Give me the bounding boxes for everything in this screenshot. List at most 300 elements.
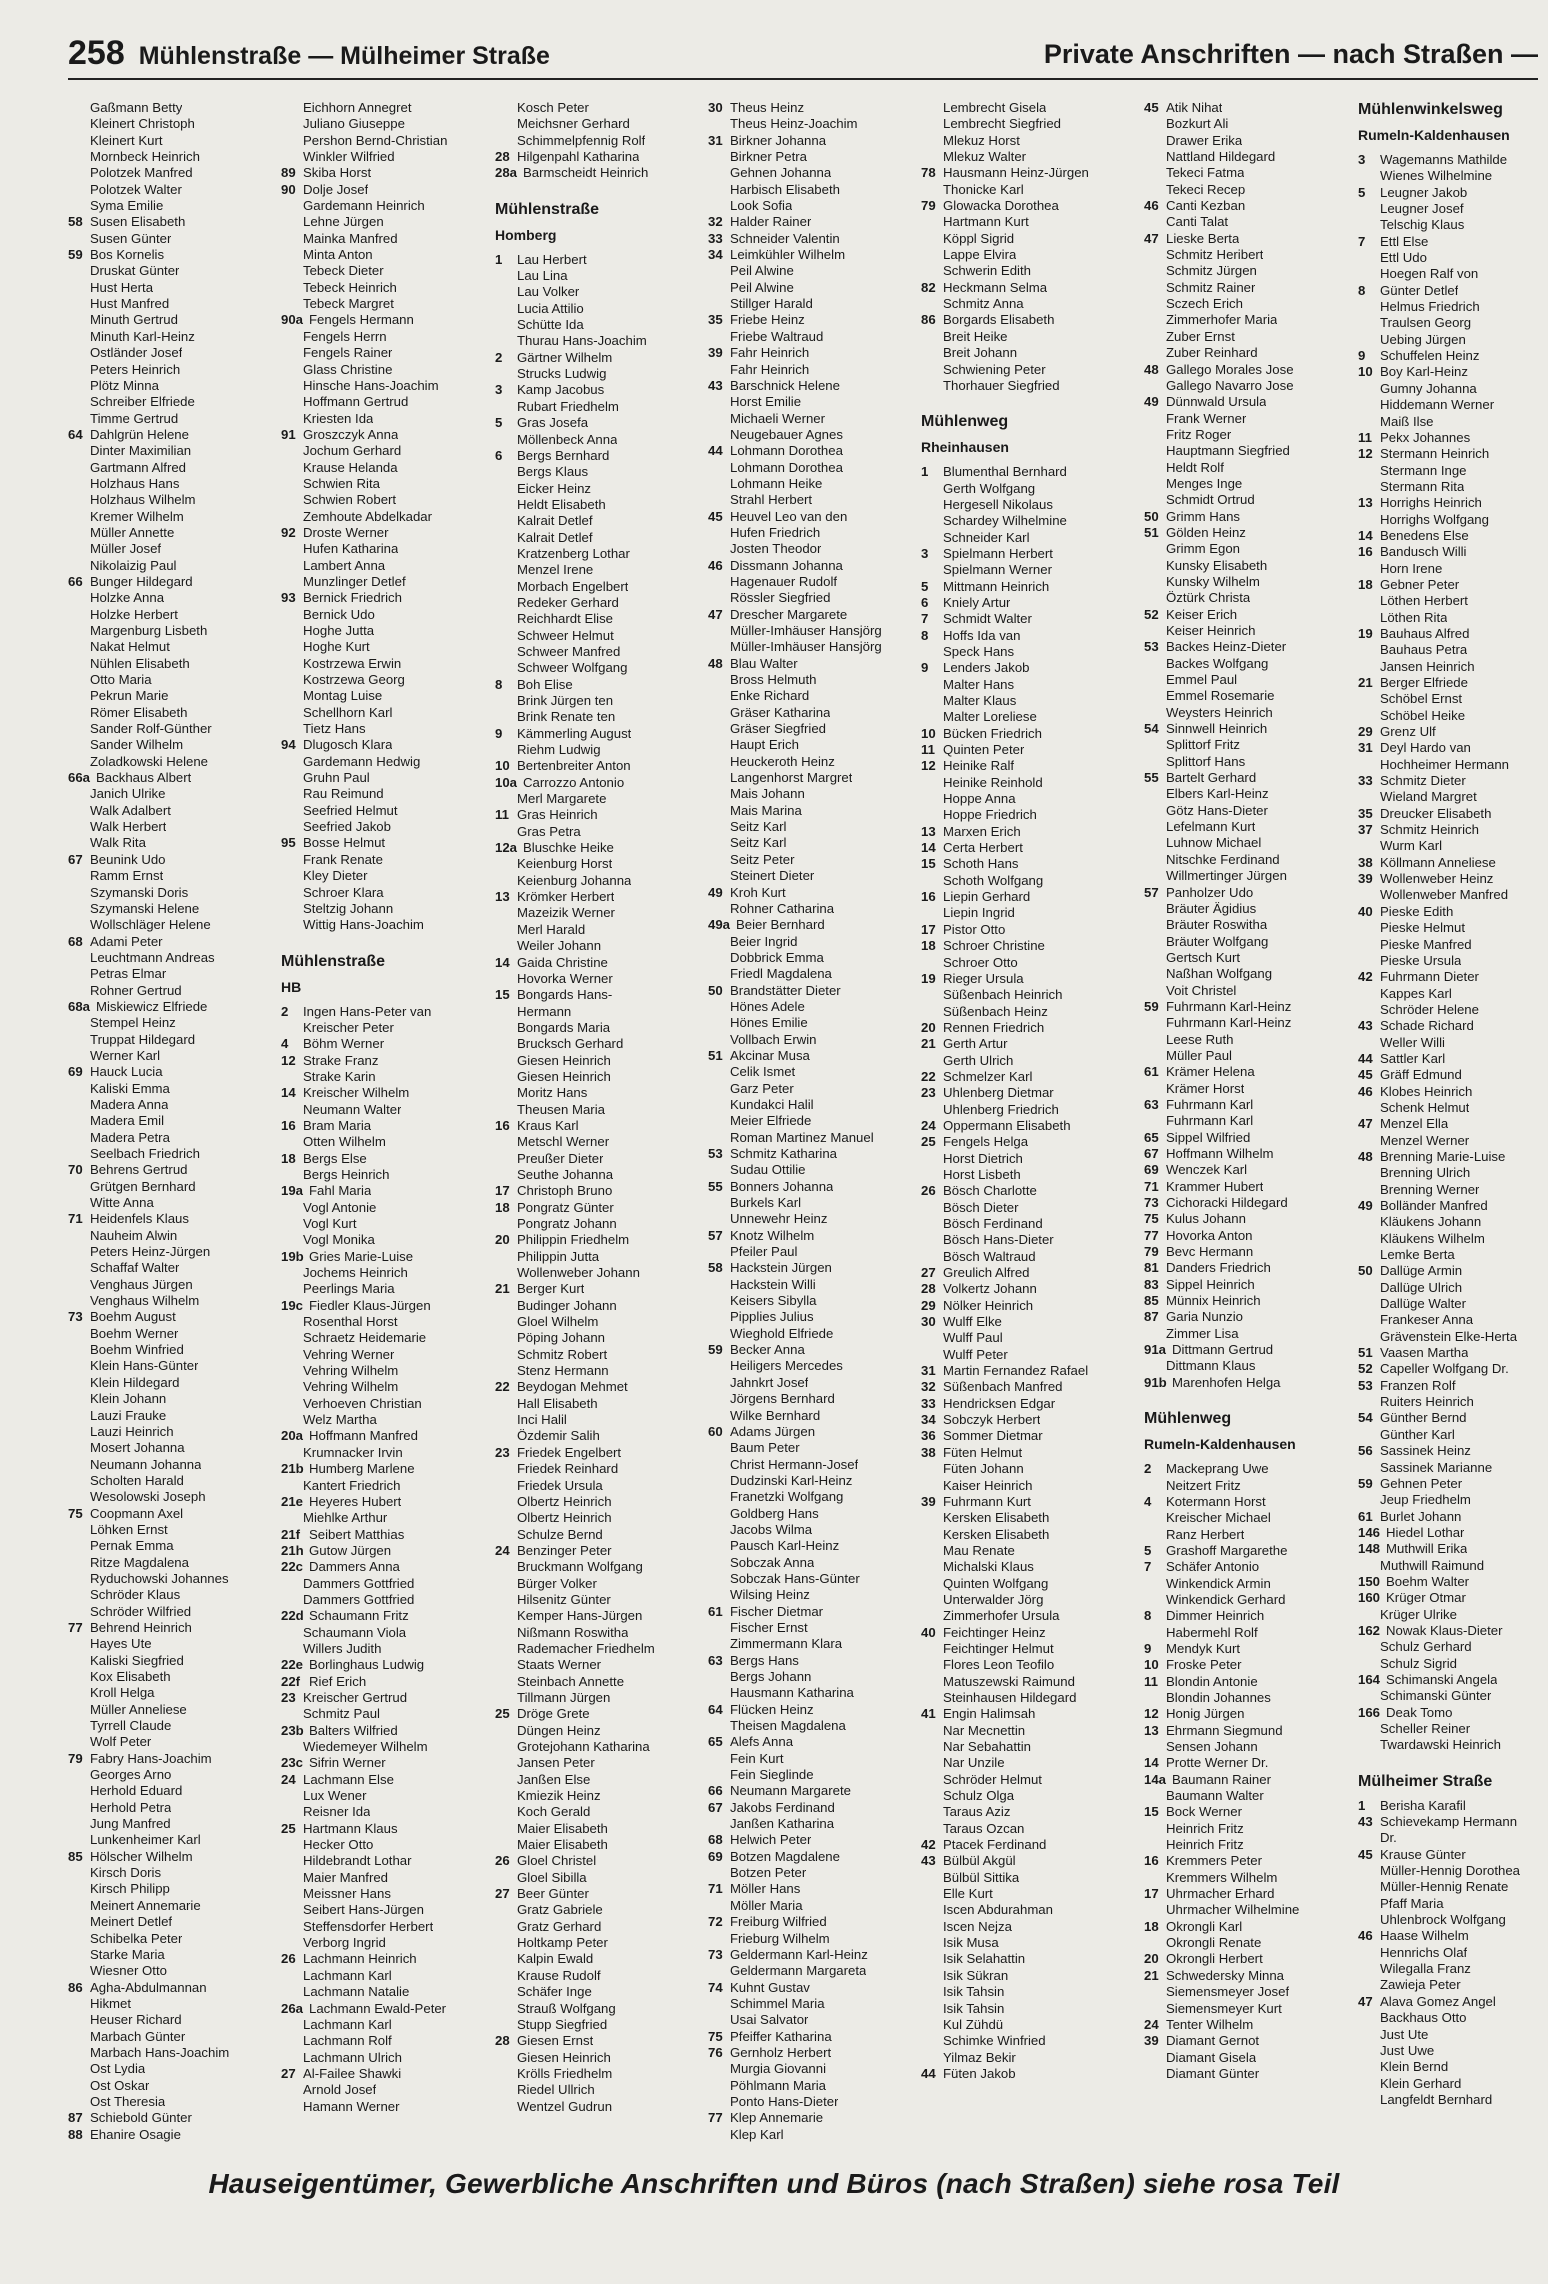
house-number: 49: [708, 884, 723, 900]
directory-entry: [921, 562, 1133, 578]
directory-entry: [921, 1968, 1133, 1984]
house-number: [708, 1162, 730, 1178]
resident-name: Okrongli Karl: [1166, 1918, 1243, 1934]
resident-name: Sommer Dietmar: [943, 1428, 1043, 1444]
directory-entry: [921, 971, 1133, 987]
resident-name: Krömker Herbert: [517, 889, 615, 905]
resident-name: Sassinek Heinz: [1380, 1443, 1471, 1459]
directory-entry: [1358, 1525, 1548, 1541]
house-number: [495, 628, 517, 644]
house-number: 14: [1358, 527, 1373, 543]
resident-name: Schmitz Katharina: [730, 1146, 838, 1161]
resident-name: Fahl Maria: [309, 1183, 372, 1199]
house-number: 18: [495, 1199, 510, 1215]
directory-entry: [921, 1363, 1133, 1379]
house-number: 71: [1144, 1178, 1159, 1194]
resident-name: Malter Loreliese: [943, 709, 1037, 725]
resident-name: Schimke Winfried: [943, 2033, 1046, 2049]
house-number: [495, 1020, 517, 1036]
directory-entry: [281, 198, 493, 214]
house-number: 21: [1358, 675, 1373, 690]
house-number: [708, 1489, 730, 1505]
resident-name: Birkner Petra: [730, 149, 807, 165]
house-number: [495, 1608, 517, 1624]
resident-name: Lachmann Rolf: [303, 2033, 392, 2049]
house-number: [1358, 1182, 1380, 1198]
resident-name: Nattland Hildegard: [1166, 149, 1276, 165]
resident-name: Lau Lina: [517, 268, 568, 284]
directory-entry: [708, 786, 920, 802]
directory-entry: [68, 1587, 280, 1603]
house-number: [281, 214, 303, 230]
resident-name: Timme Gertrud: [90, 410, 179, 426]
directory-entry: [921, 231, 1133, 247]
resident-name: Wieland Margret: [1380, 789, 1477, 805]
directory-entry: [281, 1935, 493, 1951]
resident-name: Münnix Heinrich: [1166, 1293, 1261, 1309]
directory-entry: [495, 987, 707, 1003]
house-number: [281, 901, 303, 917]
directory-entry: [921, 1118, 1133, 1134]
house-number: [708, 460, 730, 476]
house-number: [921, 1576, 943, 1592]
directory-entry: [1144, 1625, 1356, 1641]
directory-entry: [495, 546, 707, 562]
resident-name: Möller Hans: [730, 1881, 801, 1897]
district-heading: HB: [281, 978, 302, 995]
house-number: 44: [708, 443, 723, 459]
resident-name: Brink Jürgen ten: [517, 693, 614, 708]
house-number: 49a: [708, 917, 731, 933]
house-number: 67: [1144, 1146, 1159, 1161]
directory-entry: [68, 885, 280, 901]
directory-entry: [708, 1980, 920, 1996]
directory-entry: [68, 1538, 280, 1554]
house-number: 53: [1144, 639, 1159, 655]
house-number: 61: [708, 1603, 723, 1619]
directory-entry: [495, 1723, 707, 1739]
resident-name: Schmitz Anna: [943, 296, 1024, 312]
directory-entry: [68, 1130, 280, 1146]
house-number: [495, 2082, 517, 2098]
directory-entry: [68, 116, 280, 132]
house-number: 67: [708, 1799, 723, 1815]
directory-entry: [281, 1657, 493, 1673]
directory-entry: [708, 656, 920, 672]
directory-entry: [1144, 1804, 1356, 1820]
directory-entry: [921, 1494, 1133, 1510]
directory-entry: [708, 2012, 920, 2028]
directory-entry: [495, 1657, 707, 1673]
resident-name: Dittmann Klaus: [1166, 1358, 1256, 1374]
directory-entry: [495, 1281, 707, 1297]
house-number: [1144, 1935, 1166, 1951]
house-number: [1144, 411, 1166, 427]
resident-name: Nikolaizig Paul: [90, 557, 177, 573]
house-number: [281, 1330, 303, 1346]
house-number: [1144, 835, 1166, 851]
directory-entry: [495, 1902, 707, 1918]
resident-name: Winkendick Gerhard: [1166, 1591, 1286, 1607]
resident-name: Süßenbach Heinz: [943, 1003, 1048, 1019]
directory-entry: [281, 541, 493, 557]
house-number: [68, 1489, 90, 1505]
resident-name: Hölscher Wilhelm: [90, 1848, 193, 1864]
house-number: [708, 1293, 730, 1309]
directory-entry: [921, 889, 1133, 905]
house-number: [495, 2050, 517, 2066]
resident-name: Heidenfels Klaus: [90, 1211, 189, 1227]
house-number: [68, 1326, 90, 1342]
resident-name: Georges Arno: [90, 1767, 172, 1783]
resident-name: Balters Wilfried: [309, 1722, 398, 1738]
directory-entry: [68, 1980, 280, 1996]
house-number: [708, 1081, 730, 1097]
house-number: [281, 149, 303, 165]
directory-entry: [495, 758, 707, 774]
house-number: 57: [708, 1227, 723, 1243]
directory-entry: [495, 938, 707, 954]
directory-entry: [281, 1167, 493, 1183]
resident-name: Frieburg Wilhelm: [730, 1930, 830, 1946]
directory-entry: [708, 1783, 920, 1799]
directory-entry: [495, 840, 707, 856]
house-number: 43: [708, 377, 723, 393]
house-number: [495, 1134, 517, 1150]
directory-entry: [1144, 885, 1356, 901]
house-number: [68, 1113, 90, 1129]
directory-entry: [921, 1755, 1133, 1771]
resident-name: Miskiewicz Elfriede: [96, 998, 208, 1014]
resident-name: Nühlen Elisabeth: [90, 655, 190, 671]
resident-name: Kirsch Doris: [90, 1865, 162, 1881]
directory-entry: [495, 165, 707, 181]
directory-entry: [921, 938, 1133, 954]
house-number: [281, 656, 303, 672]
house-number: 45: [1358, 1067, 1373, 1083]
directory-entry: [495, 726, 707, 742]
directory-entry: [68, 1309, 280, 1325]
column-7: [1358, 100, 1548, 2145]
directory-entry: [495, 1249, 707, 1265]
resident-name: Ettl Else: [1380, 233, 1429, 249]
directory-entry: [708, 590, 920, 606]
directory-entry: [68, 999, 280, 1015]
house-number: [68, 2094, 90, 2110]
directory-entry: [708, 2110, 920, 2126]
house-number: [68, 1816, 90, 1832]
directory-entry: [68, 639, 280, 655]
resident-name: Stempel Heinz: [90, 1015, 176, 1031]
header-rule: [68, 78, 1538, 80]
house-number: 1: [921, 464, 929, 480]
directory-entry: [1358, 659, 1548, 675]
resident-name: Froske Peter: [1166, 1657, 1242, 1673]
resident-name: Kaliski Emma: [90, 1080, 170, 1096]
directory-entry: [68, 1342, 280, 1358]
resident-name: Plötz Minna: [90, 377, 159, 393]
resident-name: Theisen Magdalena: [730, 1718, 846, 1734]
directory-entry: [281, 1788, 493, 1804]
resident-name: Isik Musa: [943, 1935, 999, 1951]
resident-name: Carrozzo Antonio: [523, 774, 625, 790]
directory-entry: [921, 165, 1133, 181]
house-number: [495, 100, 517, 116]
house-number: [281, 1478, 303, 1494]
directory-entry: [1358, 1574, 1548, 1590]
directory-entry: [495, 1200, 707, 1216]
resident-name: Günther Bernd: [1380, 1410, 1467, 1426]
resident-name: Strake Franz: [303, 1052, 379, 1068]
house-number: [68, 721, 90, 737]
directory-entry: [1144, 1576, 1356, 1592]
directory-entry: [281, 885, 493, 901]
directory-entry: [921, 742, 1133, 758]
directory-entry: [1358, 1994, 1548, 2010]
house-number: [1144, 1081, 1166, 1097]
directory-entry: [495, 1886, 707, 1902]
directory-entry: [1358, 1509, 1548, 1525]
resident-name: Hust Manfred: [90, 296, 170, 312]
house-number: [281, 1396, 303, 1412]
resident-name: Krumnacker Irvin: [303, 1444, 403, 1460]
house-number: [1144, 1870, 1166, 1886]
resident-name: Kleinert Christoph: [90, 116, 195, 132]
resident-name: Look Sofia: [730, 198, 793, 214]
house-number: 146: [1358, 1524, 1381, 1540]
resident-name: Thurau Hans-Joachim: [517, 333, 647, 349]
directory-entry: [921, 1837, 1133, 1853]
resident-name: Heldt Rolf: [1166, 459, 1224, 475]
directory-entry: [921, 1347, 1133, 1363]
house-number: [1144, 688, 1166, 704]
house-number: [921, 296, 943, 312]
resident-name: Deyl Hardo van: [1380, 740, 1471, 756]
resident-name: Leimkühler Wilhelm: [730, 247, 846, 263]
house-number: [68, 1522, 90, 1538]
directory-entry: [1144, 1821, 1356, 1837]
house-number: [495, 530, 517, 546]
resident-name: Ponto Hans-Dieter: [730, 2093, 839, 2109]
directory-entry: [1358, 512, 1548, 528]
directory-entry: [1358, 1443, 1548, 1459]
directory-entry: [281, 1527, 493, 1543]
house-number: 27: [921, 1265, 936, 1281]
directory-entry: [1144, 852, 1356, 868]
resident-name: Mlekuz Walter: [943, 149, 1027, 165]
resident-name: Jakobs Ferdinand: [730, 1799, 835, 1815]
resident-name: Nar Sebahattin: [943, 1739, 1031, 1754]
house-number: [1358, 1977, 1380, 1993]
directory-entry: [68, 1195, 280, 1211]
house-number: [1144, 901, 1166, 917]
directory-entry: [921, 1821, 1133, 1837]
district-heading: Rumeln-Kaldenhausen: [1358, 127, 1510, 143]
house-number: [1358, 266, 1380, 282]
resident-name: Merl Harald: [517, 921, 586, 937]
house-number: [708, 1130, 730, 1146]
resident-name: Kosch Peter: [517, 100, 589, 115]
directory-entry: [68, 1751, 280, 1767]
house-number: 49: [1144, 394, 1159, 410]
resident-name: Willmertinger Jürgen: [1166, 868, 1287, 884]
house-number: 59: [708, 1342, 723, 1358]
house-number: 23: [495, 1444, 510, 1460]
directory-entry: [495, 1151, 707, 1167]
resident-name: Schreiber Elfriede: [90, 394, 195, 410]
house-number: [281, 1314, 303, 1330]
resident-name: Weysters Heinrich: [1166, 704, 1273, 720]
house-number: [1358, 953, 1380, 969]
resident-name: Seelbach Friedrich: [90, 1146, 200, 1161]
directory-entry: [68, 1734, 280, 1750]
resident-name: Speck Hans: [943, 643, 1015, 659]
house-number: [708, 950, 730, 966]
house-number: [1144, 116, 1166, 132]
resident-name: Ptacek Ferdinand: [943, 1837, 1047, 1853]
house-number: [495, 824, 517, 840]
house-number: 13: [921, 823, 936, 839]
directory-entry: [1358, 1607, 1548, 1623]
house-number: [1358, 381, 1380, 397]
house-number: [281, 362, 303, 378]
directory-entry: [1144, 1870, 1356, 1886]
resident-name: Schöbel Heike: [1380, 707, 1466, 723]
house-number: [1358, 168, 1380, 184]
directory-entry: [495, 2099, 707, 2115]
resident-name: Bräuter Wolfgang: [1166, 933, 1269, 949]
directory-entry: [68, 492, 280, 508]
resident-name: Isik Tahsin: [943, 1984, 1005, 2000]
house-number: 21b: [281, 1461, 304, 1477]
directory-entry: [281, 2099, 493, 2115]
resident-name: Schimanski Angela: [1386, 1671, 1498, 1687]
directory-entry: [68, 786, 280, 802]
directory-entry: [708, 100, 920, 116]
resident-name: Jochems Heinrich: [303, 1265, 408, 1281]
house-number: [708, 574, 730, 590]
directory-entry: [1358, 1345, 1548, 1361]
directory-entry: [68, 394, 280, 410]
house-number: [495, 1216, 517, 1232]
resident-name: Gras Heinrich: [517, 807, 598, 823]
directory-entry: [921, 481, 1133, 497]
resident-name: Bos Kornelis: [90, 247, 165, 263]
directory-entry: [281, 770, 493, 786]
house-number: [708, 116, 730, 132]
directory-entry: [68, 2127, 280, 2143]
directory-entry: [495, 1134, 707, 1150]
directory-entry: [68, 1881, 280, 1897]
directory-entry: [921, 1559, 1133, 1575]
resident-name: Frankeser Anna: [1380, 1312, 1474, 1328]
resident-name: Krause Helanda: [303, 459, 398, 475]
resident-name: Wulff Peter: [943, 1346, 1008, 1362]
house-number: [495, 1151, 517, 1167]
resident-name: Janich Ulrike: [90, 786, 166, 802]
directory-entry: [68, 1849, 280, 1865]
house-number: [921, 2050, 943, 2066]
house-number: [495, 1657, 517, 1673]
directory-entry: [281, 1690, 493, 1706]
resident-name: Petras Elmar: [90, 966, 167, 982]
resident-name: Löthen Herbert: [1380, 593, 1468, 609]
directory-entry: [921, 513, 1133, 529]
resident-name: Hovorka Werner: [517, 970, 613, 986]
resident-name: Holzhaus Hans: [90, 475, 180, 491]
house-number: 45: [1358, 1846, 1373, 1862]
house-number: [68, 885, 90, 901]
house-number: [708, 1538, 730, 1554]
directory-entry: [1358, 1798, 1548, 1814]
directory-entry: [68, 950, 280, 966]
directory-entry: [495, 464, 707, 480]
resident-name: Kotermann Horst: [1166, 1493, 1266, 1509]
street-heading: Mühlenweg: [921, 413, 1009, 431]
resident-name: Sippel Heinrich: [1166, 1276, 1255, 1292]
directory-entry: [495, 628, 707, 644]
house-number: [1144, 165, 1166, 181]
house-number: 64: [708, 1701, 723, 1717]
house-number: [281, 1625, 303, 1641]
resident-name: Adams Jürgen: [730, 1423, 816, 1439]
directory-entry: [1144, 1478, 1356, 1494]
resident-name: Jochum Gerhard: [303, 443, 402, 459]
directory-entry: [68, 1260, 280, 1276]
resident-name: Fiedler Klaus-Jürgen: [309, 1297, 431, 1313]
house-number: [1358, 1558, 1380, 1574]
resident-name: Michalski Klaus: [943, 1559, 1034, 1575]
house-number: [495, 2001, 517, 2017]
directory-entry: [708, 1440, 920, 1456]
house-number: [1358, 299, 1380, 315]
directory-entry: [921, 856, 1133, 872]
house-number: 12a: [495, 840, 518, 856]
house-number: 61: [1144, 1064, 1159, 1080]
house-number: 43: [1358, 1814, 1373, 1830]
directory-entry: [921, 464, 1133, 480]
directory-entry: [281, 1265, 493, 1281]
directory-entry: [1358, 463, 1548, 479]
resident-name: Muthwill Raimund: [1380, 1557, 1485, 1573]
directory-entry: [495, 1494, 707, 1510]
resident-name: Schardey Wilhelmine: [943, 513, 1067, 529]
resident-name: Siemensmeyer Kurt: [1166, 2000, 1282, 2016]
directory-entry: [1358, 381, 1548, 397]
resident-name: Yilmaz Bekir: [943, 2049, 1016, 2065]
house-number: 47: [1144, 230, 1159, 246]
directory-entry: [495, 415, 707, 431]
resident-name: Hagenauer Rudolf: [730, 573, 838, 589]
house-number: [281, 1853, 303, 1869]
directory-entry: [1358, 1165, 1548, 1181]
house-number: [1144, 803, 1166, 819]
directory-entry: [495, 1363, 707, 1379]
house-number: [281, 280, 303, 296]
house-number: [281, 345, 303, 361]
directory-entry: [68, 1179, 280, 1195]
resident-name: Alava Gomez Angel: [1380, 1993, 1496, 2009]
resident-name: Löthen Rita: [1380, 609, 1448, 625]
directory-entry: [495, 1576, 707, 1592]
resident-name: Mau Renate: [943, 1542, 1015, 1558]
directory-entry: [281, 476, 493, 492]
resident-name: Wulff Paul: [943, 1330, 1003, 1346]
house-number: [1358, 1656, 1380, 1672]
directory-entry: [921, 873, 1133, 889]
resident-name: Zimmer Lisa: [1166, 1325, 1239, 1341]
house-number: [495, 1935, 517, 1951]
